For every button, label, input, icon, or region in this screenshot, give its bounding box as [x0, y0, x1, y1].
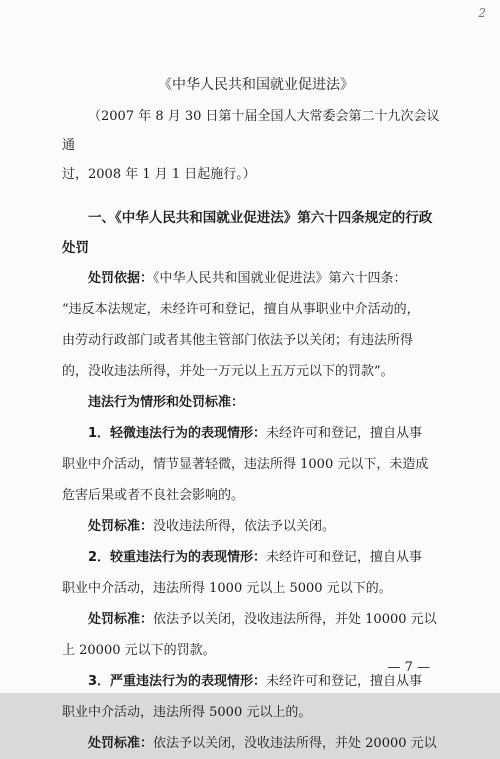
item3-circumstance: [62, 666, 450, 728]
item2-text: 未经许可和登记，擅自从事: [266, 550, 423, 565]
enactment-note-line2: 过，2008 年 1 月 1 日起施行。）: [62, 167, 256, 182]
document-title: 《中华人民共和国就业促进法》: [158, 77, 354, 93]
item3-standard-text: 依法予以关闭，没收违法所得，并处 20000 元以: [153, 736, 437, 751]
document-body: [62, 72, 450, 759]
item1-text: 未经许可和登记，擅自从事: [266, 426, 423, 441]
item1-label: 1．轻微违法行为的表现情形：: [88, 426, 267, 441]
item2-standard-text: 依法予以关闭，没收违法所得，并处 10000 元以: [153, 612, 437, 627]
penalty-basis-text: 《中华人民共和国就业促进法》第六十四条：: [153, 271, 407, 286]
penalty-basis-line3: 由劳动行政部门或者其他主管部门依法予以关闭；有违法所得: [62, 333, 414, 348]
item3-standard-label: 处罚标准：: [88, 736, 154, 751]
circumstances-label: 违法行为情形和处罚标准：: [88, 395, 245, 410]
item2-standard-label: 处罚标准：: [88, 612, 154, 627]
enactment-note-line1: （2007 年 8 月 30 日第十届全国人大常委会第二十九次会议通: [62, 109, 440, 153]
page-number: — 7 —: [387, 660, 430, 675]
item1-line3: 危害后果或者不良社会影响的。: [62, 488, 245, 503]
item2-line2: 职业中介活动，违法所得 1000 元以上 5000 元以下的。: [62, 581, 392, 596]
penalty-basis-label: 处罚依据：: [88, 271, 154, 286]
enactment-note: [62, 102, 450, 189]
item2-standard: [62, 604, 450, 666]
item1-standard-text: 没收违法所得，依法予以关闭。: [153, 519, 336, 534]
item1-standard-label: 处罚标准：: [88, 519, 154, 534]
item1-circumstance: [62, 418, 450, 511]
item1-standard: [62, 511, 450, 542]
item3-standard: [62, 728, 450, 759]
item2-standard-line2: 上 20000 元以下的罚款。: [62, 643, 216, 658]
item3-line2: 职业中介活动，违法所得 5000 元以上的。: [62, 705, 312, 720]
section-heading: [62, 203, 450, 263]
section-heading-line1: 一、《中华人民共和国就业促进法》第六十四条规定的行政: [88, 210, 433, 226]
item2-circumstance: [62, 542, 450, 604]
item3-label: 3．严重违法行为的表现情形：: [88, 674, 267, 689]
penalty-basis-line4: 的，没收违法所得，并处一万元以上五万元以下的罚款”。: [62, 364, 394, 379]
item1-line2: 职业中介活动，情节显著轻微，违法所得 1000 元以下，未造成: [62, 457, 429, 472]
circumstances-heading: [62, 387, 450, 418]
section-heading-line2: 处罚: [62, 240, 89, 256]
corner-mark: 2: [478, 6, 486, 20]
item3-text: 未经许可和登记，擅自从事: [266, 674, 423, 689]
penalty-basis-line2: “违反本法规定，未经许可和登记，擅自从事职业中介活动的，: [62, 302, 420, 317]
penalty-basis: [62, 263, 450, 387]
item2-label: 2．较重违法行为的表现情形：: [88, 550, 267, 565]
